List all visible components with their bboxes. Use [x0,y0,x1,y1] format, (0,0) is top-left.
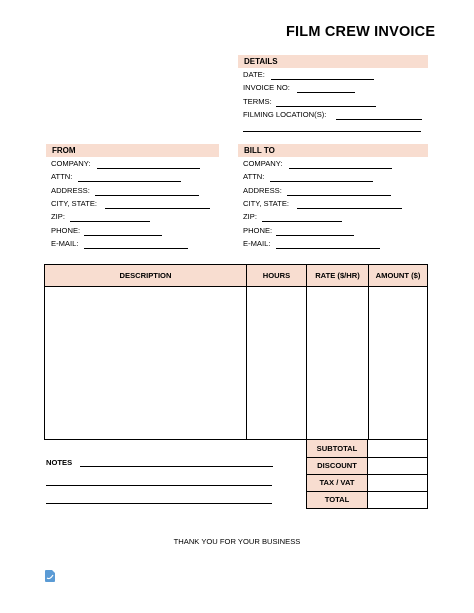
from-attn-field[interactable] [78,181,181,182]
from-company-label: COMPANY: [51,159,91,168]
bill-to-email-field[interactable] [276,248,380,249]
column-header-amount: AMOUNT ($) [375,271,421,280]
subtotal-label: SUBTOTAL [316,444,358,453]
from-attn-label: ATTN: [51,172,73,181]
total-value[interactable] [369,492,427,508]
bill-to-company-field[interactable] [289,168,392,169]
from-email-label: E-MAIL: [51,239,79,248]
from-email-field[interactable] [84,248,188,249]
from-city-state-label: CITY, STATE: [51,199,97,208]
bill-to-attn-label: ATTN: [243,172,265,181]
bill-to-phone-label: PHONE: [243,226,273,235]
document-logo-icon [44,569,56,583]
details-terms-label: TERMS: [243,97,272,106]
notes-label: NOTES [46,458,73,467]
invoice-title: FILM CREW INVOICE [286,24,436,40]
description-cell[interactable] [45,288,246,439]
from-address-field[interactable] [95,195,199,196]
tax-vat-label: TAX / VAT [319,478,355,487]
bill-to-heading: BILL TO [238,144,428,157]
bill-to-zip-field[interactable] [262,221,342,222]
notes-line-3[interactable] [46,503,272,504]
subtotal-value[interactable] [369,441,427,457]
from-phone-label: PHONE: [51,226,81,235]
from-address-label: ADDRESS: [51,186,90,195]
from-city-state-field[interactable] [105,208,210,209]
bill-to-email-label: E-MAIL: [243,239,271,248]
from-company-field[interactable] [97,168,200,169]
bill-to-address-label: ADDRESS: [243,186,282,195]
details-invoice-no-field[interactable] [297,92,355,93]
hours-cell[interactable] [247,288,306,439]
discount-label: DISCOUNT [317,461,357,470]
notes-line-1[interactable] [80,466,273,467]
bill-to-zip-label: ZIP: [243,212,257,221]
from-heading: FROM [46,144,219,157]
details-heading: DETAILS [238,55,428,68]
tax-vat-value[interactable] [369,475,427,491]
bill-to-city-state-label: CITY, STATE: [243,199,289,208]
details-location-field-2[interactable] [243,131,421,132]
discount-value[interactable] [369,458,427,474]
details-location-field[interactable] [336,119,422,120]
details-invoice-no-label: INVOICE NO: [243,83,290,92]
details-date-label: DATE: [243,70,265,79]
bill-to-city-state-field[interactable] [297,208,402,209]
bill-to-company-label: COMPANY: [243,159,283,168]
details-terms-field[interactable] [276,106,376,107]
bill-to-address-field[interactable] [287,195,391,196]
details-location-label: FILMING LOCATION(S): [243,110,327,119]
bill-to-attn-field[interactable] [270,181,373,182]
total-label: TOTAL [324,495,350,504]
from-zip-field[interactable] [70,221,150,222]
from-phone-field[interactable] [84,235,162,236]
column-header-hours: HOURS [262,271,291,280]
rate-cell[interactable] [307,288,368,439]
bill-to-phone-field[interactable] [276,235,354,236]
column-header-description: DESCRIPTION [119,271,172,280]
from-zip-label: ZIP: [51,212,65,221]
footer-thank-you: THANK YOU FOR YOUR BUSINESS [173,537,301,546]
column-header-rate: RATE ($/HR) [315,271,360,280]
details-date-field[interactable] [271,79,374,80]
notes-line-2[interactable] [46,485,272,486]
amount-cell[interactable] [369,288,427,439]
